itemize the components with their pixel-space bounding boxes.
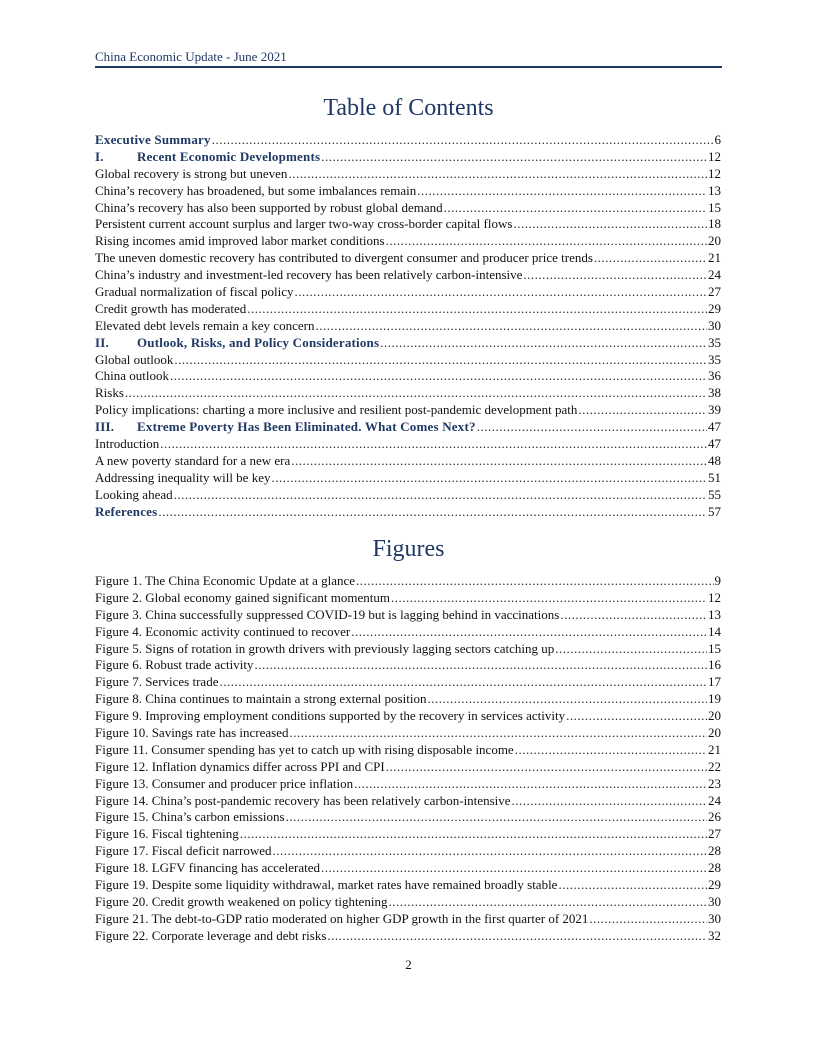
entry-title: Global outlook [95,351,174,367]
dot-leader [170,368,707,385]
dot-leader [589,911,707,928]
dot-leader [219,674,707,691]
toc-entry[interactable] [95,436,721,453]
toc-entry[interactable] [95,183,721,200]
entry-page-number: 28 [708,843,721,859]
entry-title: Figure 10. Savings rate has increased [95,725,289,741]
section-number: II. [95,334,109,350]
dot-leader [594,250,707,267]
entry-page-number: 13 [708,182,721,198]
entry-title: Figure 4. Economic activity continued to recover [95,623,351,639]
dot-leader [321,860,707,877]
entry-page-number: 17 [708,674,721,690]
figure-entry[interactable] [95,911,721,928]
entry-title: Figure 20. Credit growth weakened on policy tightening [95,893,388,909]
dot-leader [391,590,707,607]
entry-page-number: 30 [708,317,721,333]
entry-title: Persistent current account surplus and larger two-way cross-border capital flows [95,216,513,232]
entry-page-number: 47 [708,419,721,435]
entry-page-number: 22 [708,758,721,774]
toc-entry[interactable] [95,149,721,166]
entry-title: The uneven domestic recovery has contributed to divergent consumer and producer price trends [95,250,593,266]
entry-page-number: 9 [714,573,721,588]
figure-entry[interactable] [95,826,721,843]
toc-list [95,132,721,520]
entry-page-number: 12 [708,148,721,164]
entry-page-number: 23 [708,775,721,791]
dot-leader [512,793,707,810]
figure-entry[interactable] [95,860,721,877]
toc-entry[interactable] [95,132,721,149]
entry-title: Figure 6. Robust trade activity [95,657,254,673]
entry-page-number: 28 [708,860,721,876]
entry-title: Figure 11. Consumer spending has yet to catch up with rising disposable income [95,741,514,757]
dot-leader [291,453,707,470]
entry-title: Figure 9. Improving employment conditions supported by the recovery in services activity [95,708,566,724]
dot-leader [247,301,707,318]
toc-entry[interactable] [95,250,721,267]
dot-leader [417,183,707,200]
entry-page-number: 47 [708,436,721,452]
entry-page-number: 24 [708,792,721,808]
figure-entry[interactable] [95,641,721,658]
entry-title: Figure 2. Global economy gained significant momentum [95,589,390,605]
entry-title: Credit growth has moderated [95,300,247,316]
entry-page-number: 55 [708,486,721,502]
entry-title: Figure 5. Signs of rotation in growth drivers with previously lagging sectors catching up [95,640,555,656]
toc-entry[interactable] [95,335,721,352]
toc-entry[interactable] [95,470,721,487]
entry-page-number: 48 [708,452,721,468]
toc-title: Table of Contents [323,95,494,121]
entry-page-number: 27 [708,284,721,300]
entry-page-number: 27 [708,826,721,842]
entry-title: China outlook [95,368,170,384]
toc-entry[interactable] [95,284,721,301]
toc-entry[interactable] [95,368,721,385]
dot-leader [315,318,707,335]
entry-page-number: 20 [708,725,721,741]
entry-title: Figure 13. Consumer and producer price inflation [95,775,354,791]
dot-leader [354,776,707,793]
figure-entry[interactable] [95,691,721,708]
figure-entry[interactable] [95,590,721,607]
figure-entry[interactable] [95,657,721,674]
dot-leader [477,419,707,436]
figure-entry[interactable] [95,742,721,759]
dot-leader [290,725,707,742]
dot-leader [566,708,707,725]
dot-leader [160,436,707,453]
dot-leader [558,877,707,894]
entry-page-number: 24 [708,267,721,283]
toc-entry[interactable] [95,166,721,183]
entry-page-number: 15 [708,640,721,656]
dot-leader [386,233,707,250]
dot-leader [380,335,707,352]
dot-leader [427,691,707,708]
figure-entry[interactable] [95,708,721,725]
entry-page-number: 20 [708,233,721,249]
dot-leader [271,470,707,487]
figures-list [95,573,721,945]
entry-title: Rising incomes amid improved labor market conditions [95,233,385,249]
entry-page-number: 30 [708,893,721,909]
entry-title: References [95,503,158,519]
entry-page-number: 15 [708,199,721,215]
entry-title: Global recovery is strong but uneven [95,165,288,181]
entry-title: Gradual normalization of fiscal policy [95,284,294,300]
figure-entry[interactable] [95,809,721,826]
entry-page-number: 12 [708,165,721,181]
dot-leader [386,759,707,776]
entry-title: China’s industry and investment-led recovery has been relatively carbon-intensive [95,267,523,283]
page-number: 2 [405,957,412,972]
entry-title: China’s recovery has broadened, but some imbalances remain [95,182,417,198]
entry-page-number: 51 [708,469,721,485]
entry-page-number: 19 [708,691,721,707]
entry-page-number: 32 [708,927,721,943]
entry-title: Figure 1. The China Economic Update at a glance [95,573,356,588]
entry-title: Figure 21. The debt-to-GDP ratio moderated on higher GDP growth in the first quarter of 2021 [95,910,589,926]
entry-title: Figure 12. Inflation dynamics differ across PPI and CPI [95,758,385,774]
entry-title: Looking ahead [95,486,173,502]
toc-entry[interactable] [95,487,721,504]
dot-leader [255,657,707,674]
running-header: China Economic Update - June 2021 [95,49,287,64]
figure-entry[interactable] [95,624,721,641]
dot-leader [515,742,707,759]
figure-entry[interactable] [95,725,721,742]
entry-page-number: 20 [708,708,721,724]
entry-page-number: 29 [708,300,721,316]
entry-title: Addressing inequality will be key [95,469,271,485]
entry-title: Introduction [95,436,160,452]
entry-page-number: 16 [708,657,721,673]
entry-title: Elevated debt levels remain a key concern [95,317,315,333]
figures-title: Figures [372,536,445,562]
dot-leader [560,607,707,624]
entry-title: Executive Summary [95,132,211,147]
toc-entry[interactable] [95,216,721,233]
dot-leader [158,504,707,521]
figure-entry[interactable] [95,877,721,894]
figure-entry[interactable] [95,776,721,793]
dot-leader [555,641,707,658]
figure-entry[interactable] [95,759,721,776]
entry-title: Figure 17. Fiscal deficit narrowed [95,843,272,859]
toc-entry[interactable] [95,385,721,402]
entry-title: Figure 15. China’s carbon emissions [95,809,285,825]
entry-title: China’s recovery has also been supported by robust global demand [95,199,443,215]
entry-title: Figure 16. Fiscal tightening [95,826,239,842]
entry-title: Recent Economic Developments [137,148,321,164]
toc-entry[interactable] [95,318,721,335]
entry-title: Figure 8. China continues to maintain a strong external position [95,691,427,707]
dot-leader [273,843,707,860]
dot-leader [321,149,707,166]
entry-title: A new poverty standard for a new era [95,452,291,468]
figure-entry[interactable] [95,793,721,810]
entry-page-number: 6 [714,132,721,147]
entry-title: Outlook, Risks, and Policy Considerations [137,334,380,350]
entry-title: Figure 7. Services trade [95,674,219,690]
toc-entry[interactable] [95,419,721,436]
figure-entry[interactable] [95,674,721,691]
figure-entry[interactable] [95,607,721,624]
toc-entry[interactable] [95,200,721,217]
figure-entry[interactable] [95,928,721,945]
header-rule [95,66,722,68]
entry-page-number: 35 [708,334,721,350]
entry-title: Figure 19. Despite some liquidity withdrawal, market rates have remained broadly stable [95,877,558,893]
entry-page-number: 30 [708,910,721,926]
entry-page-number: 14 [708,623,721,639]
toc-entry[interactable] [95,402,721,419]
dot-leader [212,132,714,149]
toc-entry[interactable] [95,301,721,318]
entry-page-number: 12 [708,589,721,605]
dot-leader [174,352,707,369]
dot-leader [240,826,707,843]
entry-page-number: 21 [708,741,721,757]
dot-leader [388,894,707,911]
entry-page-number: 29 [708,877,721,893]
entry-page-number: 36 [708,368,721,384]
dot-leader [444,200,707,217]
entry-title: Risks [95,385,124,401]
entry-page-number: 18 [708,216,721,232]
entry-page-number: 57 [708,503,721,519]
dot-leader [578,402,707,419]
dot-leader [356,573,713,590]
dot-leader [295,284,707,301]
toc-entry[interactable] [95,352,721,369]
toc-entry[interactable] [95,233,721,250]
entry-page-number: 13 [708,606,721,622]
dot-leader [174,487,707,504]
section-number: III. [95,419,115,435]
figure-entry[interactable] [95,843,721,860]
entry-page-number: 21 [708,250,721,266]
figure-entry[interactable] [95,573,721,590]
entry-page-number: 39 [708,402,721,418]
dot-leader [513,216,707,233]
dot-leader [327,928,707,945]
dot-leader [286,809,707,826]
dot-leader [125,385,707,402]
entry-title: Figure 18. LGFV financing has accelerated [95,860,321,876]
entry-title: Figure 22. Corporate leverage and debt risks [95,927,327,943]
entry-title: Extreme Poverty Has Been Eliminated. What Comes Next? [137,419,476,435]
toc-entry[interactable] [95,453,721,470]
entry-title: Figure 3. China successfully suppressed COVID-19 but is lagging behind in vaccinations [95,606,560,622]
dot-leader [523,267,707,284]
figure-entry[interactable] [95,894,721,911]
entry-page-number: 35 [708,351,721,367]
dot-leader [351,624,707,641]
entry-page-number: 26 [708,809,721,825]
entry-page-number: 38 [708,385,721,401]
entry-title: Figure 14. China’s post-pandemic recovery has been relatively carbon-intensive [95,792,511,808]
toc-entry[interactable] [95,267,721,284]
entry-title: Policy implications: charting a more inclusive and resilient post-pandemic development path [95,402,578,418]
toc-entry[interactable] [95,504,721,521]
dot-leader [288,166,707,183]
section-number: I. [95,148,104,164]
